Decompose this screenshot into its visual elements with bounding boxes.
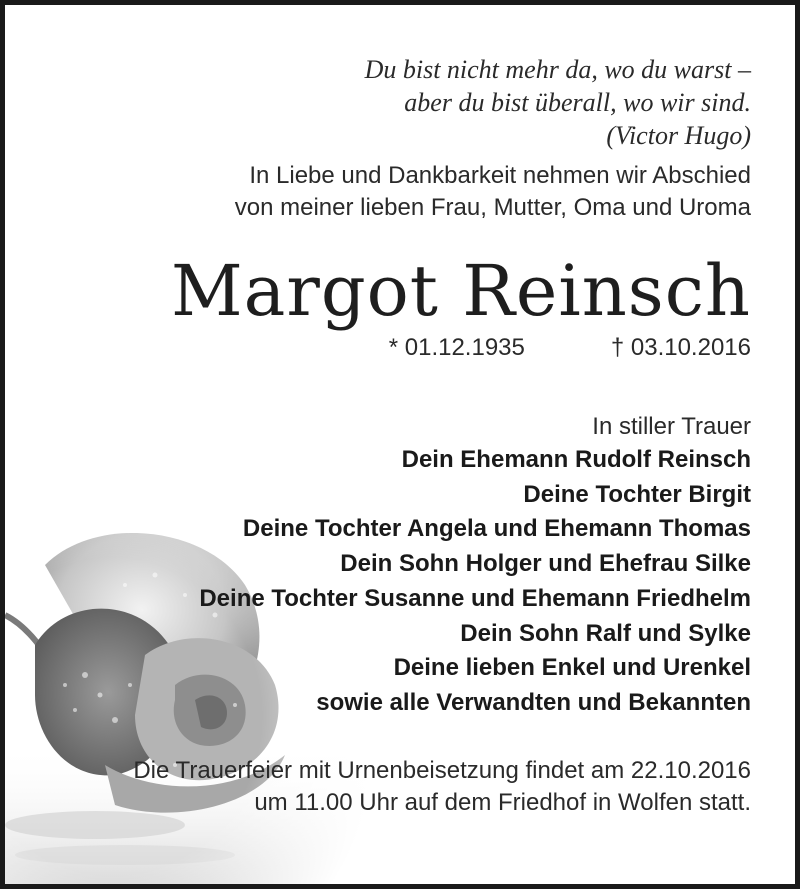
intro-text [11,160,751,224]
quote-line: aber du bist überall, wo wir sind. [404,88,751,117]
mourner-line: Deine Tochter Birgit [523,480,751,508]
mourner-line: Deine Tochter Susanne und Ehemann Friedhelm [199,584,751,612]
funeral-line: Die Trauerfeier mit Urnenbeisetzung findet am 22.10.2016 [133,756,751,784]
funeral-line: um 11.00 Uhr auf dem Friedhof in Wolfen statt. [254,788,751,816]
mourner-line: Deine Tochter Angela und Ehemann Thomas [242,515,751,543]
mourner-line: Deine lieben Enkel und Urenkel [393,654,751,682]
mourners-list [11,443,751,721]
quote-line: Du bist nicht mehr da, wo du warst – [364,55,751,84]
mourner-line: sowie alle Verwandten und Bekannten [316,688,751,716]
mourner-line: Dein Sohn Holger und Ehefrau Silke [340,550,751,578]
funeral-info [11,755,751,819]
intro-line: von meiner lieben Frau, Mutter, Oma und Uroma [234,194,751,221]
death-date: † 03.10.2016 [610,334,751,361]
mourner-line: Dein Ehemann Rudolf Reinsch [401,446,751,473]
mourner-line: Dein Sohn Ralf und Sylke [460,619,751,647]
life-dates [11,333,751,363]
quote-author: (Victor Hugo) [606,121,751,150]
intro-line: In Liebe und Dankbarkeit nehmen wir Abschied [249,162,751,189]
birth-date: * 01.12.1935 [388,334,525,361]
notice-content [11,5,751,819]
deceased-name: Margot Reinsch [170,250,751,332]
quote-block [11,53,751,152]
mourning-label: In stiller Trauer [592,413,751,440]
